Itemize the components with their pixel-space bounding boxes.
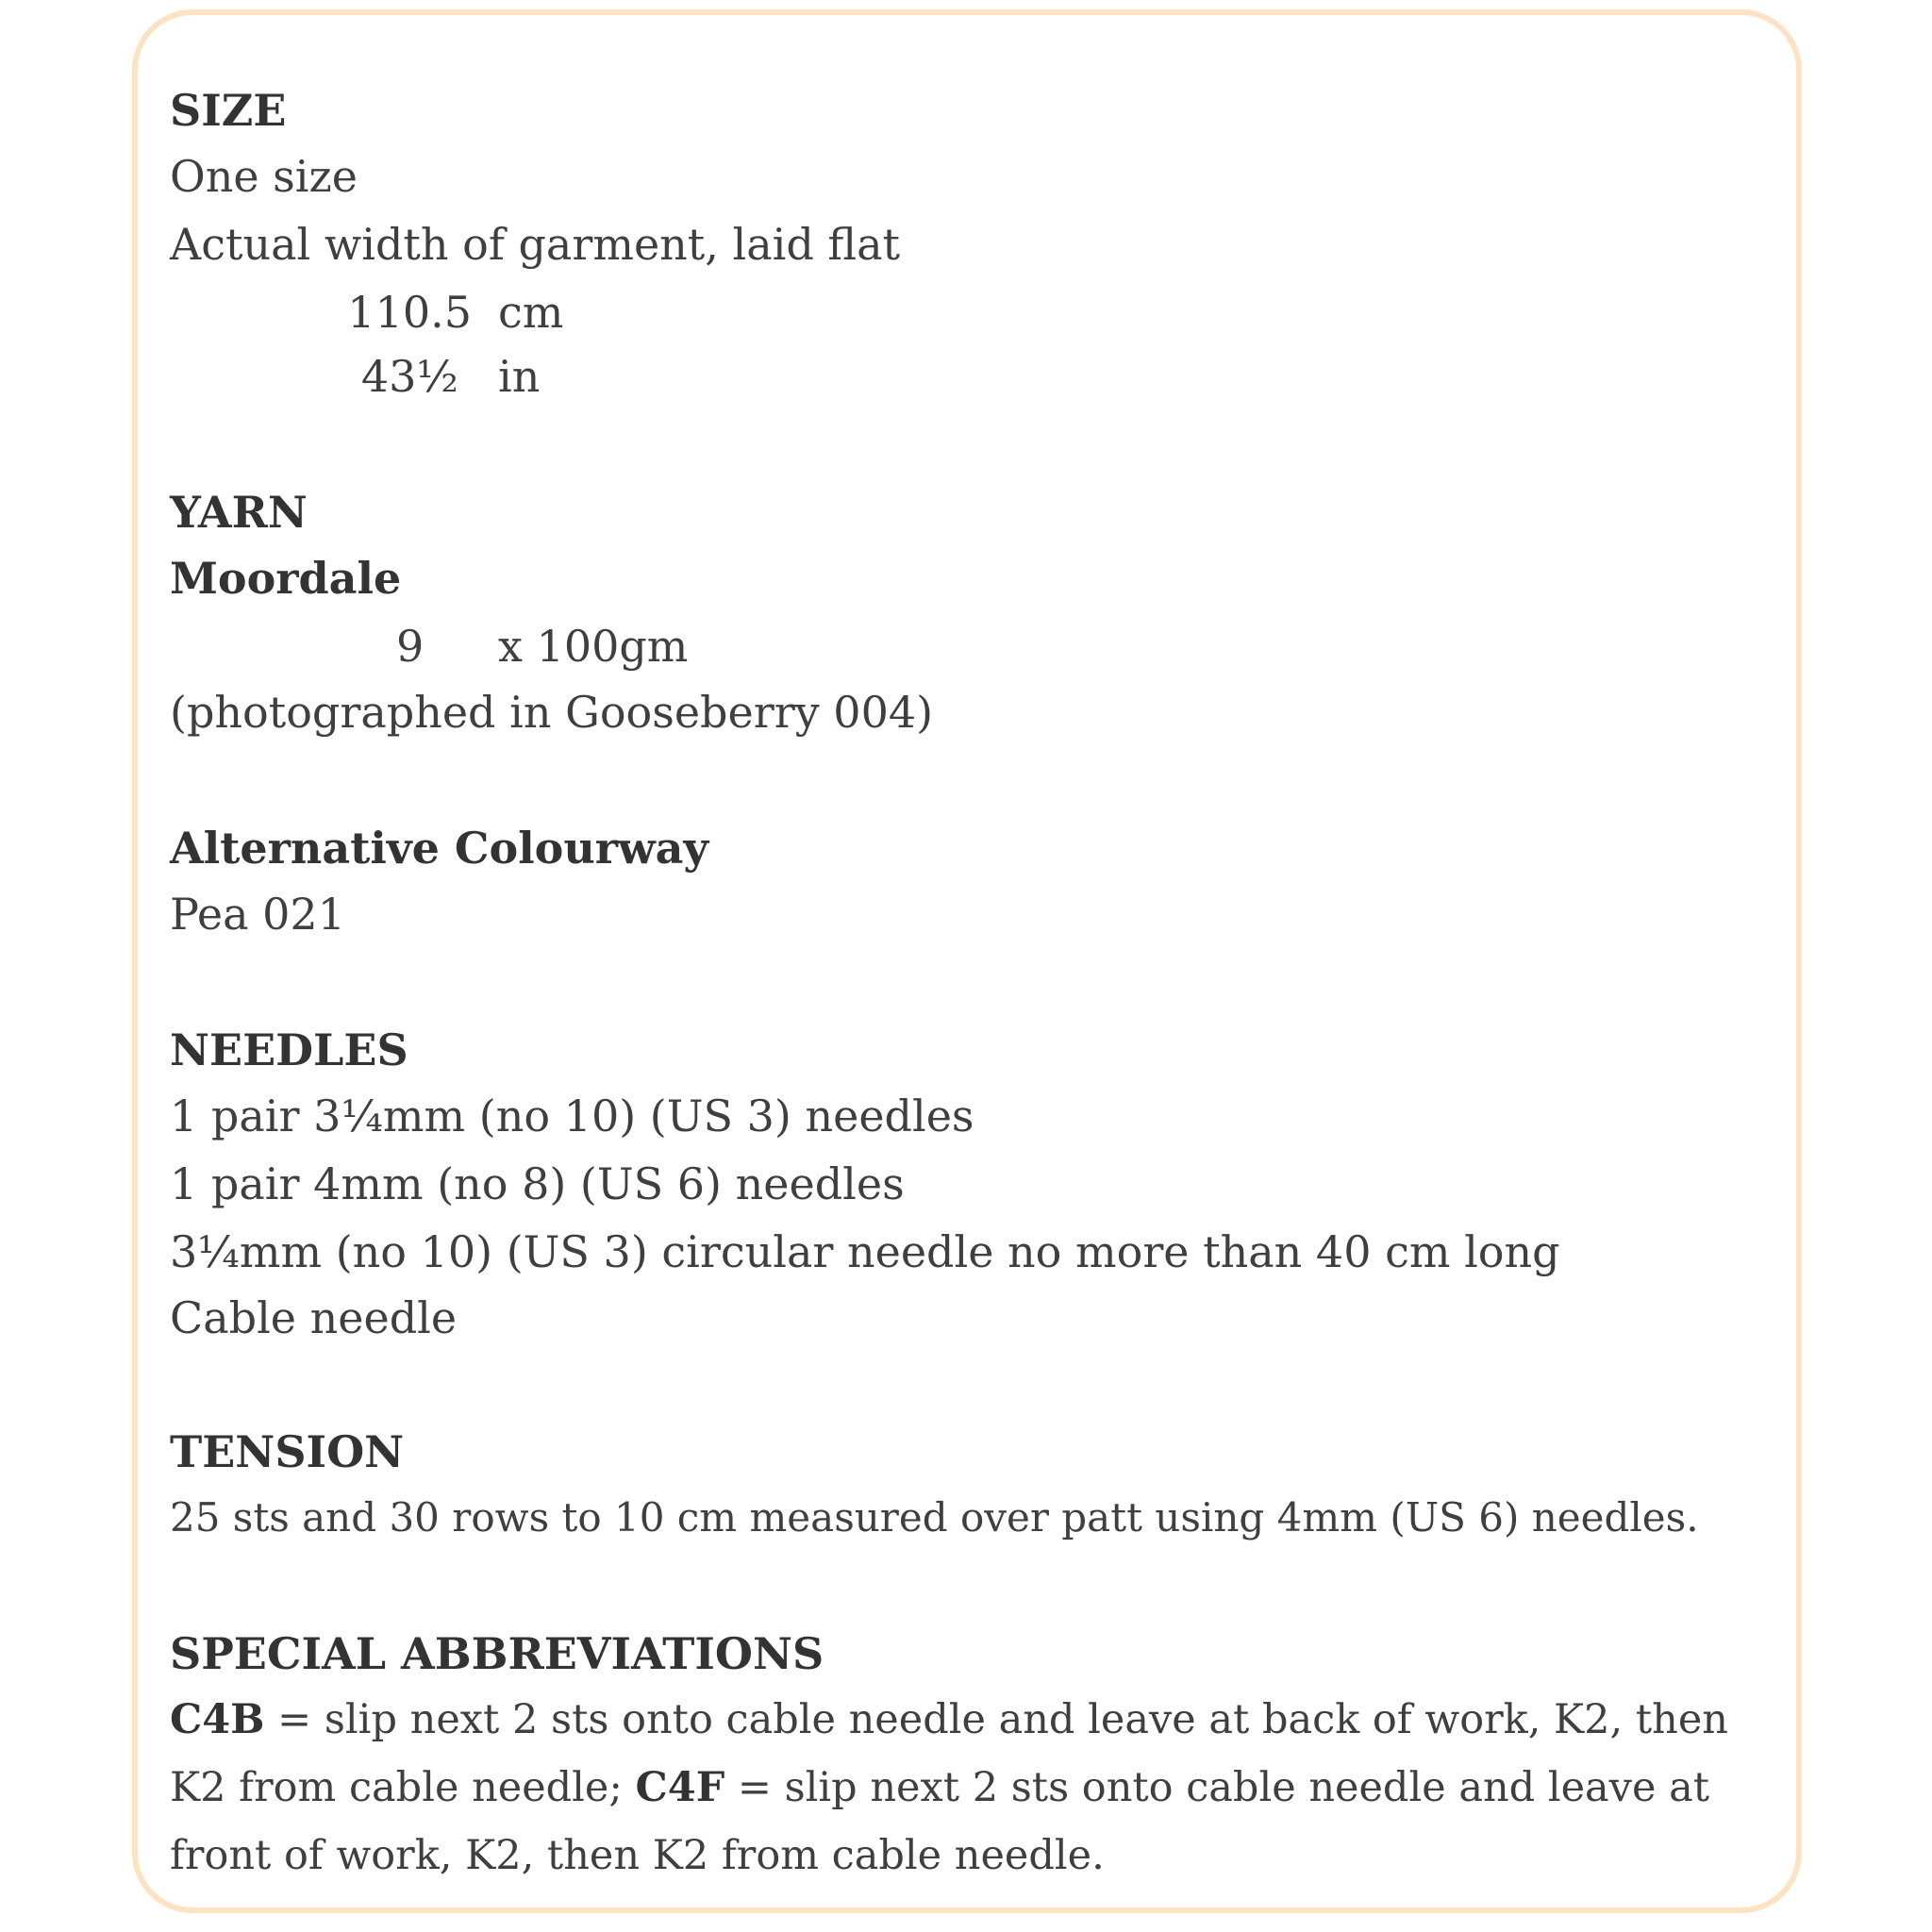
- needles-item: 1 pair 4mm (no 8) (US 6) needles: [170, 1158, 905, 1209]
- abbreviations-heading: SPECIAL ABBREVIATIONS: [170, 1628, 824, 1679]
- needles-item: Cable needle: [170, 1292, 458, 1343]
- c4f-term: C4F: [635, 1764, 725, 1811]
- size-heading: SIZE: [170, 85, 287, 136]
- abbreviations-line-2: [170, 1764, 1709, 1811]
- alternative-colourway-heading: Alternative Colourway: [170, 823, 709, 874]
- needles-heading: NEEDLES: [170, 1024, 408, 1075]
- c4b-term: C4B: [170, 1696, 265, 1743]
- abbreviations-line-1: [170, 1696, 1728, 1743]
- yarn-name: Moordale: [170, 553, 402, 604]
- yarn-heading: YARN: [170, 487, 308, 538]
- c4f-definition-part2: front of work, K2, then K2 from cable needle.: [170, 1832, 1105, 1879]
- size-one-size: One size: [170, 151, 358, 202]
- alternative-colourway-value: Pea 021: [170, 889, 345, 940]
- yarn-unit: x 100gm: [498, 621, 689, 672]
- tension-heading: TENSION: [170, 1426, 405, 1477]
- c4b-definition-part2: K2 from cable needle;: [170, 1764, 636, 1811]
- yarn-note: (photographed in Gooseberry 004): [170, 687, 934, 738]
- needles-item: 3¼mm (no 10) (US 3) circular needle no more than 40 cm long: [170, 1226, 1560, 1277]
- tension-text: 25 sts and 30 rows to 10 cm measured over patt using 4mm (US 6) needles.: [170, 1494, 1699, 1541]
- size-cm-value: 110.5: [347, 287, 472, 338]
- size-in-unit: in: [498, 351, 541, 402]
- needles-item: 1 pair 3¼mm (no 10) (US 3) needles: [170, 1091, 974, 1141]
- c4b-definition-part1: = slip next 2 sts onto cable needle and leave at back of work, K2, then: [264, 1696, 1728, 1743]
- size-width-label: Actual width of garment, laid flat: [170, 219, 901, 270]
- yarn-quantity: 9: [396, 621, 425, 672]
- c4f-definition-part1: = slip next 2 sts onto cable needle and leave at: [724, 1764, 1709, 1811]
- size-cm-unit: cm: [498, 287, 564, 338]
- size-in-value: 43½: [360, 351, 458, 402]
